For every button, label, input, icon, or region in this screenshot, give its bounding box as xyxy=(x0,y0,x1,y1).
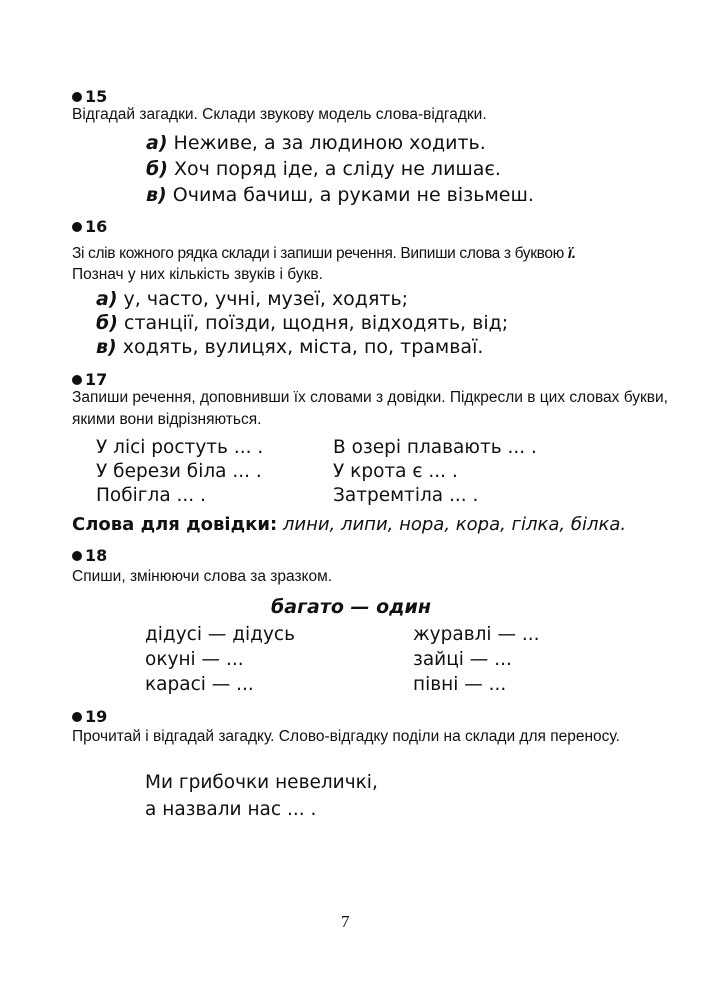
exercise-17-right-line: Затремтіла ... . xyxy=(333,485,479,506)
bullet-icon xyxy=(72,92,82,102)
exercise-17-right-line: В озері плавають ... . xyxy=(333,437,537,458)
exercise-18-right-line: журавлі — ... xyxy=(413,624,540,645)
exercise-18-left-line: окуні — ... xyxy=(145,649,244,670)
bullet-icon xyxy=(72,551,82,561)
exercise-16-item-c: в) ходять, вулицях, міста, по, трамваї. xyxy=(96,336,484,358)
exercise-17-reference: Слова для довідки: лини, липи, нора, кора, гілка, білка. xyxy=(72,514,627,535)
exercise-16-item-a: а) у, часто, учні, музеї, ходять; xyxy=(96,288,409,310)
exercise-15-item-c: в) Очима бачиш, а руками не візьмеш. xyxy=(146,184,534,206)
exercise-19-number: 19 xyxy=(72,707,107,726)
exercise-18-left-line: карасі — ... xyxy=(145,674,254,695)
exercise-16-instruction-2: Познач у них кількість звуків і букв. xyxy=(72,266,323,283)
exercise-15-item-b: б) Хоч поряд іде, а сліду не лишає. xyxy=(146,158,501,180)
exercise-17-instruction: Запиши речення, доповнивши їх словами з довідки. Підкресли в цих словах букви, якими вони відрізняються. xyxy=(72,389,668,428)
exercise-17-left-line: У лісі ростуть ... . xyxy=(96,437,264,458)
exercise-16-instruction: Зі слів кожного рядка склади і запиши речення. Випиши слова з буквою ї. xyxy=(72,245,576,262)
exercise-15-item-a: а) Неживе, а за людиною ходить. xyxy=(146,132,486,154)
exercise-18-right-line: півні — ... xyxy=(413,674,507,695)
exercise-17-left-line: Побігла ... . xyxy=(96,485,206,506)
bullet-icon xyxy=(72,222,82,232)
bullet-icon xyxy=(72,712,82,722)
exercise-18-instruction: Спиши, змінюючи слова за зразком. xyxy=(72,568,333,585)
exercise-19-instruction: Прочитай і відгадай загадку. Слово-відгадку поділи на склади для переносу. xyxy=(72,728,620,745)
exercise-17-right-line: У крота є ... . xyxy=(333,461,458,482)
exercise-18-sample: багато — один xyxy=(271,596,431,618)
exercise-15-instruction: Відгадай загадки. Склади звукову модель слова-відгадки. xyxy=(72,106,487,123)
exercise-18-left-line: дідусі — дідусь xyxy=(145,624,295,645)
bullet-icon xyxy=(72,375,82,385)
exercise-16-item-b: б) станції, поїзди, щодня, відходять, від; xyxy=(96,312,509,334)
exercise-16-number: 16 xyxy=(72,217,107,236)
exercise-18-number: 18 xyxy=(72,546,107,565)
exercise-15-number: 15 xyxy=(72,87,107,106)
exercise-17-number: 17 xyxy=(72,370,107,389)
exercise-19-poem-line: а назвали нас ... . xyxy=(145,799,317,820)
exercise-18-right-line: зайці — ... xyxy=(413,649,512,670)
exercise-19-poem-line: Ми грибочки невеличкі, xyxy=(145,772,378,793)
page-number: 7 xyxy=(341,912,350,931)
exercise-17-left-line: У берези біла ... . xyxy=(96,461,262,482)
